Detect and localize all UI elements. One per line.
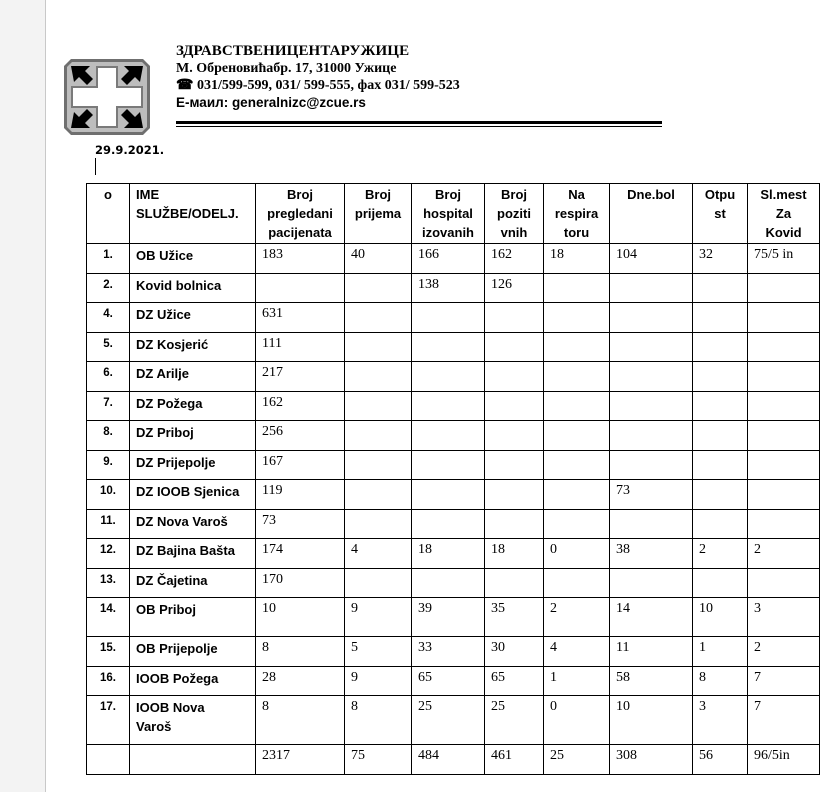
table-cell: 18 — [544, 244, 610, 274]
organization-phone: 031/599-599, 031/ 599-555, фах 031/ 599-523 — [196, 78, 460, 93]
unit-name-line: Kovid bolnica — [136, 277, 222, 293]
table-cell: 256 — [256, 421, 345, 451]
table-row — [87, 244, 820, 274]
table-cell: 1 — [693, 637, 748, 667]
table-cell — [544, 362, 610, 392]
row-number: 12. — [87, 539, 130, 569]
table-cell — [412, 421, 485, 451]
table-cell — [412, 480, 485, 510]
table-cell: 183 — [256, 244, 345, 274]
row-number: 1. — [87, 244, 130, 274]
column-header-line: vnih — [500, 225, 528, 240]
unit-name-line: DZ IOOB Sjenica — [136, 484, 240, 499]
table-cell: 73 — [610, 480, 693, 510]
table-row — [87, 332, 820, 362]
table-cell — [485, 509, 544, 539]
total-cell: 308 — [610, 745, 693, 775]
table-cell — [412, 391, 485, 421]
table-cell — [345, 303, 412, 333]
unit-name — [130, 450, 256, 480]
row-number: 8. — [87, 421, 130, 451]
table-cell — [544, 273, 610, 303]
table-cell: 8 — [256, 696, 345, 745]
table-cell: 138 — [412, 273, 485, 303]
table-cell: 9 — [345, 666, 412, 696]
unit-name-line: DZ Kosjerić — [136, 336, 209, 352]
column-header-line: IME — [136, 187, 160, 202]
table-cell: 0 — [544, 539, 610, 569]
column-header-line: poziti — [497, 206, 531, 221]
table-cell — [693, 568, 748, 598]
column-header-line: prijema — [354, 206, 402, 221]
row-number: 17. — [87, 696, 130, 745]
table-row — [87, 637, 820, 667]
table-row — [87, 598, 820, 637]
table-cell: 35 — [485, 598, 544, 637]
table-row — [87, 421, 820, 451]
table-cell: 4 — [345, 539, 412, 569]
total-cell: 96/5in — [748, 745, 820, 775]
table-cell — [693, 421, 748, 451]
table-header-row — [87, 184, 820, 244]
total-cell: 25 — [544, 745, 610, 775]
column-header-line: Kovid — [765, 225, 802, 240]
unit-name — [130, 637, 256, 667]
row-number: 13. — [87, 568, 130, 598]
organization-phone-line — [176, 77, 460, 94]
table-cell — [345, 480, 412, 510]
unit-name — [130, 509, 256, 539]
table-cell: 58 — [610, 666, 693, 696]
table-cell — [610, 303, 693, 333]
column-header-line: Sl.mest — [760, 187, 807, 202]
row-number: 4. — [87, 303, 130, 333]
table-cell: 10 — [256, 598, 345, 637]
table-row — [87, 568, 820, 598]
unit-name — [130, 244, 256, 274]
table-row — [87, 391, 820, 421]
column-header-line: hospital — [423, 206, 473, 221]
table-cell — [485, 480, 544, 510]
letterhead-rule-thin — [176, 126, 662, 127]
table-cell — [345, 391, 412, 421]
table-row — [87, 303, 820, 333]
table-cell — [748, 568, 820, 598]
report-table — [86, 183, 820, 775]
column-header-line: Na — [568, 187, 585, 202]
page-margin-line — [45, 0, 46, 792]
letterhead — [176, 43, 460, 111]
column-header-line: Dne.bol — [627, 187, 675, 202]
table-cell: 40 — [345, 244, 412, 274]
column-header-line: Broj — [365, 187, 391, 202]
table-cell — [748, 332, 820, 362]
table-cell: 167 — [256, 450, 345, 480]
table-cell — [693, 391, 748, 421]
table-cell: 126 — [485, 273, 544, 303]
table-cell — [544, 303, 610, 333]
row-number: 7. — [87, 391, 130, 421]
row-number: 15. — [87, 637, 130, 667]
unit-name-line: OB Užice — [136, 248, 194, 263]
table-row — [87, 450, 820, 480]
table-cell: 111 — [256, 332, 345, 362]
row-number: 9. — [87, 450, 130, 480]
column-header — [693, 184, 748, 244]
table-cell: 2 — [748, 539, 820, 569]
table-cell: 73 — [256, 509, 345, 539]
table-cell: 217 — [256, 362, 345, 392]
column-header-line: Broj — [287, 187, 313, 202]
table-cell — [345, 421, 412, 451]
table-cell — [748, 362, 820, 392]
unit-name-line: DZ Užice — [136, 307, 191, 322]
table-cell: 39 — [412, 598, 485, 637]
row-number: 16. — [87, 666, 130, 696]
table-cell — [610, 450, 693, 480]
table-cell: 3 — [693, 696, 748, 745]
organization-name: ЗДРАВСТВЕНИЦЕНТАРУЖИЦЕ — [176, 43, 410, 59]
table-row — [87, 480, 820, 510]
table-cell: 162 — [485, 244, 544, 274]
table-cell — [748, 391, 820, 421]
total-cell: 2317 — [256, 745, 345, 775]
total-cell: 484 — [412, 745, 485, 775]
table-cell — [544, 421, 610, 451]
table-cell — [610, 568, 693, 598]
health-cross-logo — [63, 58, 151, 136]
column-header-line: pregledani — [267, 206, 333, 221]
column-header — [544, 184, 610, 244]
table-cell: 33 — [412, 637, 485, 667]
table-cell — [748, 509, 820, 539]
table-cell: 30 — [485, 637, 544, 667]
unit-name — [130, 332, 256, 362]
table-cell: 65 — [485, 666, 544, 696]
column-header-line: respira — [554, 206, 599, 221]
table-cell — [485, 421, 544, 451]
table-cell: 7 — [748, 666, 820, 696]
totals-no — [87, 745, 130, 775]
row-number: 6. — [87, 362, 130, 392]
column-header-line: izovanih — [421, 225, 474, 240]
table-row — [87, 696, 820, 745]
totals-row — [87, 745, 820, 775]
table-cell — [345, 362, 412, 392]
unit-name — [130, 666, 256, 696]
table-cell: 11 — [610, 637, 693, 667]
table-row — [87, 666, 820, 696]
unit-name — [130, 362, 256, 392]
table-cell: 18 — [412, 539, 485, 569]
table-cell — [256, 273, 345, 303]
column-header-line: SLUŽBE/ODELJ. — [136, 206, 239, 221]
column-header-line: o — [104, 187, 112, 202]
unit-name-line: IOOB Nova — [136, 700, 205, 715]
table-cell — [345, 568, 412, 598]
table-cell — [610, 273, 693, 303]
table-cell — [693, 303, 748, 333]
table-cell: 7 — [748, 696, 820, 745]
unit-name-line: DZ Prijepolje — [136, 454, 216, 470]
table-cell — [693, 362, 748, 392]
table-cell — [544, 509, 610, 539]
table-cell: 5 — [345, 637, 412, 667]
table-cell — [610, 362, 693, 392]
total-cell: 461 — [485, 745, 544, 775]
unit-name-line: IOOB Požega — [136, 670, 219, 686]
table-cell: 8 — [256, 637, 345, 667]
table-cell — [544, 450, 610, 480]
totals-name — [130, 745, 256, 775]
unit-name-line: DZ Bajina Bašta — [136, 543, 235, 558]
table-cell — [693, 450, 748, 480]
table-cell: 0 — [544, 696, 610, 745]
row-number: 5. — [87, 332, 130, 362]
row-number: 11. — [87, 509, 130, 539]
unit-name-line: DZ Požega — [136, 395, 203, 411]
table-cell: 174 — [256, 539, 345, 569]
table-cell — [412, 509, 485, 539]
unit-name-line: DZ Nova Varoš — [136, 513, 228, 529]
table-cell: 4 — [544, 637, 610, 667]
table-cell — [485, 450, 544, 480]
table-cell — [693, 480, 748, 510]
table-cell: 14 — [610, 598, 693, 637]
table-cell: 25 — [485, 696, 544, 745]
table-cell — [544, 391, 610, 421]
unit-name — [130, 273, 256, 303]
table-cell: 1 — [544, 666, 610, 696]
column-header-line: Za — [775, 206, 792, 221]
telephone-icon: ☎ — [176, 78, 194, 93]
table-cell — [544, 332, 610, 362]
unit-name — [130, 421, 256, 451]
table-cell — [412, 332, 485, 362]
table-cell: 166 — [412, 244, 485, 274]
column-header — [345, 184, 412, 244]
column-header — [256, 184, 345, 244]
table-cell — [693, 509, 748, 539]
table-cell: 18 — [485, 539, 544, 569]
table-cell: 2 — [544, 598, 610, 637]
text-cursor — [95, 158, 96, 175]
row-number: 2. — [87, 273, 130, 303]
table-cell — [610, 332, 693, 362]
unit-name-line: Varoš — [136, 719, 172, 734]
total-cell: 56 — [693, 745, 748, 775]
unit-name — [130, 303, 256, 333]
table-cell — [610, 421, 693, 451]
table-cell: 8 — [693, 666, 748, 696]
table-cell: 28 — [256, 666, 345, 696]
unit-name-line: OB Priboj — [136, 602, 196, 617]
table-cell — [485, 568, 544, 598]
table-cell: 162 — [256, 391, 345, 421]
table-row — [87, 362, 820, 392]
table-cell: 2 — [748, 637, 820, 667]
column-header — [485, 184, 544, 244]
column-header — [130, 184, 256, 244]
table-cell — [485, 362, 544, 392]
column-header-line: Broj — [501, 187, 527, 202]
letterhead-rule-thick — [176, 121, 662, 124]
organization-address: М. Обреновићабр. 17, 31000 Ужице — [176, 61, 397, 76]
table-cell: 8 — [345, 696, 412, 745]
table-cell — [485, 332, 544, 362]
table-row — [87, 273, 820, 303]
table-cell — [693, 332, 748, 362]
report-date: 29.9.2021. — [95, 143, 165, 157]
row-number: 14. — [87, 598, 130, 637]
table-cell: 631 — [256, 303, 345, 333]
table-cell — [748, 480, 820, 510]
organization-email: Е-маил: generalnizc@zcue.rs — [176, 95, 366, 110]
column-header — [610, 184, 693, 244]
table-cell — [748, 450, 820, 480]
table-row — [87, 539, 820, 569]
column-header-line: toru — [563, 225, 590, 240]
table-cell: 9 — [345, 598, 412, 637]
unit-name — [130, 539, 256, 569]
table-cell — [412, 303, 485, 333]
unit-name-line: DZ Arilje — [136, 366, 189, 381]
table-cell — [693, 273, 748, 303]
table-cell: 32 — [693, 244, 748, 274]
table-cell — [485, 391, 544, 421]
table-cell — [485, 303, 544, 333]
column-header-line: pacijenata — [268, 225, 332, 240]
table-cell — [345, 450, 412, 480]
column-header-line: Otpu — [704, 187, 736, 202]
table-cell — [345, 273, 412, 303]
table-cell: 104 — [610, 244, 693, 274]
table-cell: 65 — [412, 666, 485, 696]
column-header — [412, 184, 485, 244]
unit-name — [130, 480, 256, 510]
table-cell: 10 — [693, 598, 748, 637]
table-cell: 2 — [693, 539, 748, 569]
table-row — [87, 509, 820, 539]
column-header-line: st — [714, 206, 726, 221]
unit-name-line: DZ Priboj — [136, 425, 194, 440]
unit-name — [130, 598, 256, 637]
table-cell: 75/5 in — [748, 244, 820, 274]
table-cell: 170 — [256, 568, 345, 598]
table-cell — [544, 568, 610, 598]
unit-name — [130, 696, 256, 745]
table-cell — [748, 421, 820, 451]
table-cell — [412, 450, 485, 480]
table-cell — [345, 332, 412, 362]
column-header — [87, 184, 130, 244]
column-header-line: Broj — [435, 187, 461, 202]
table-cell: 38 — [610, 539, 693, 569]
table-body — [87, 244, 820, 775]
column-header — [748, 184, 820, 244]
table-cell — [544, 480, 610, 510]
table-cell — [610, 391, 693, 421]
total-cell: 75 — [345, 745, 412, 775]
unit-name — [130, 391, 256, 421]
unit-name-line: DZ Čajetina — [136, 572, 208, 588]
table-cell: 119 — [256, 480, 345, 510]
table-cell — [345, 509, 412, 539]
row-number: 10. — [87, 480, 130, 510]
page-gutter — [0, 0, 45, 792]
table-cell — [412, 362, 485, 392]
table-cell: 25 — [412, 696, 485, 745]
unit-name — [130, 568, 256, 598]
table-cell — [610, 509, 693, 539]
table-cell — [748, 273, 820, 303]
table-cell — [748, 303, 820, 333]
table-cell: 3 — [748, 598, 820, 637]
table-cell: 10 — [610, 696, 693, 745]
table-cell — [412, 568, 485, 598]
unit-name-line: OB Prijepolje — [136, 641, 218, 656]
